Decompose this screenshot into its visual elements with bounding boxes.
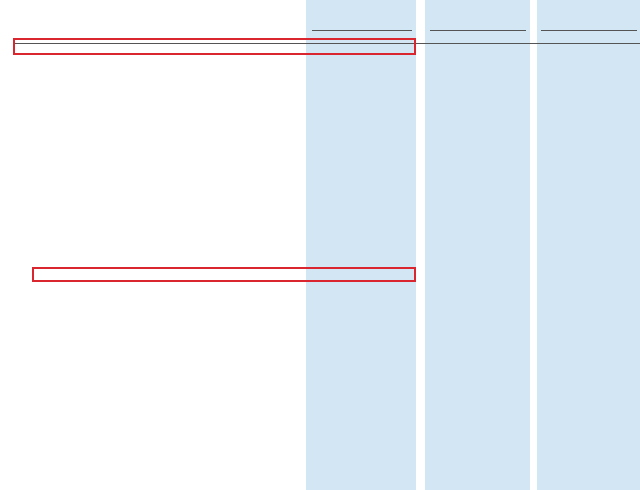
april-rule — [541, 30, 637, 31]
china-highlight — [32, 267, 416, 282]
july-difference-column-shading — [425, 0, 530, 490]
projections-rule — [312, 30, 412, 31]
projections-column-shading — [306, 0, 416, 490]
july-rule — [430, 30, 526, 31]
world-output-highlight — [13, 38, 416, 55]
april-difference-column-shading — [537, 0, 640, 490]
